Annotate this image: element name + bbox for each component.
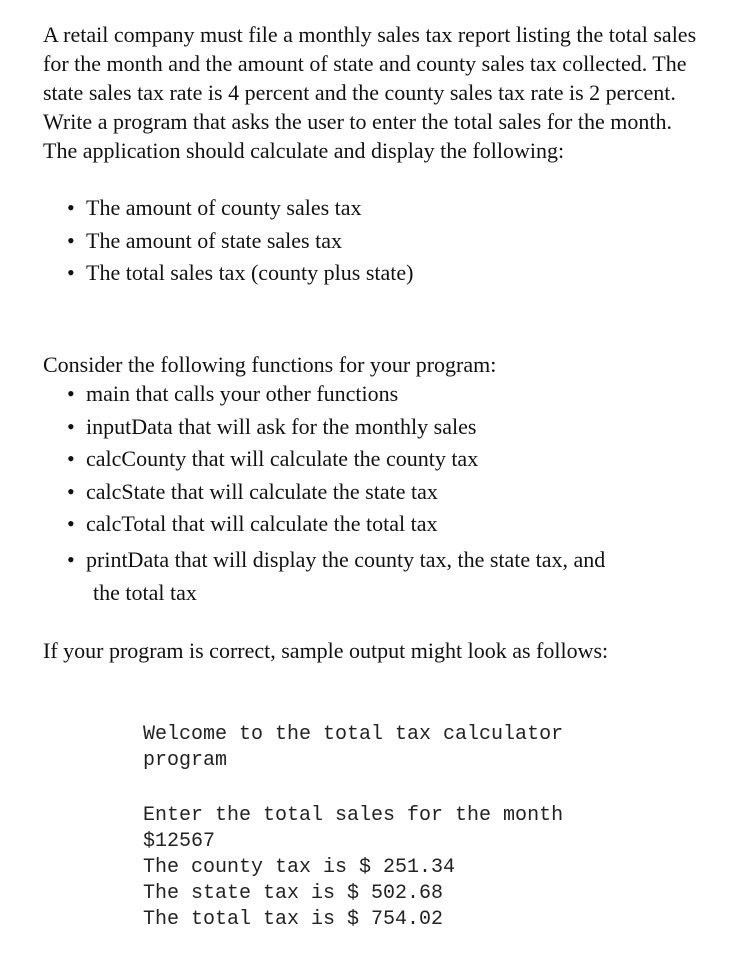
list-item-text: The amount of county sales tax: [86, 195, 362, 220]
list-item: [66, 259, 706, 287]
bullet-icon: •: [67, 511, 75, 536]
list-item: [66, 445, 706, 473]
sample-intro-paragraph: If your program is correct, sample output might look as follows:: [43, 638, 609, 663]
bullet-icon: •: [67, 227, 75, 253]
list-item-text: The amount of state sales tax: [86, 227, 342, 253]
bullet-icon: •: [67, 478, 75, 504]
bullet-icon: •: [67, 195, 75, 220]
list-item-text: inputData that will ask for the monthly sales: [86, 413, 477, 439]
code-line: The total tax is $ 754.02: [143, 908, 444, 931]
requirements-list: [66, 194, 706, 292]
list-item: [66, 478, 706, 506]
sample-output-session: [143, 803, 703, 933]
bullet-icon: •: [67, 446, 75, 471]
list-item-text: calcState that will calculate the state tax: [86, 478, 438, 504]
list-item-text: main that calls your other functions: [86, 381, 399, 406]
code-line: $12567: [143, 830, 216, 853]
list-item: [66, 543, 706, 609]
bullet-icon: •: [67, 381, 75, 406]
bullet-icon: •: [67, 546, 75, 572]
list-item: [66, 413, 706, 441]
code-line: Welcome to the total tax calculator: [143, 723, 564, 746]
code-line: Enter the total sales for the month: [143, 804, 564, 827]
list-item-text-continued: the total tax: [93, 579, 197, 605]
list-item: [66, 227, 706, 255]
intro-paragraph: A retail company must file a monthly sales tax report listing the total sales for the month and the amount of state and county sales tax collected. The state sales tax rate is 4 percent and the county sales tax rate is 2 percent. Write a program that asks the user to enter the total sales for the month. The application should calculate and display the following:: [43, 22, 697, 163]
consider-paragraph: Consider the following functions for your program:: [43, 352, 497, 377]
list-item: [66, 194, 706, 222]
list-item-text: printData that will display the county tax, the state tax, and: [86, 546, 606, 572]
code-line: program: [143, 749, 228, 772]
bullet-icon: •: [67, 413, 75, 439]
sample-output-welcome: [143, 722, 703, 774]
code-line: The county tax is $ 251.34: [143, 856, 456, 879]
list-item-text: calcCounty that will calculate the county tax: [86, 446, 479, 471]
bullet-icon: •: [67, 260, 75, 285]
list-item-text: The total sales tax (county plus state): [86, 260, 414, 285]
list-item: [66, 380, 706, 408]
list-item: [66, 510, 706, 538]
functions-list: [66, 380, 706, 613]
code-line: The state tax is $ 502.68: [143, 882, 444, 905]
list-item-text: calcTotal that will calculate the total tax: [86, 511, 438, 536]
